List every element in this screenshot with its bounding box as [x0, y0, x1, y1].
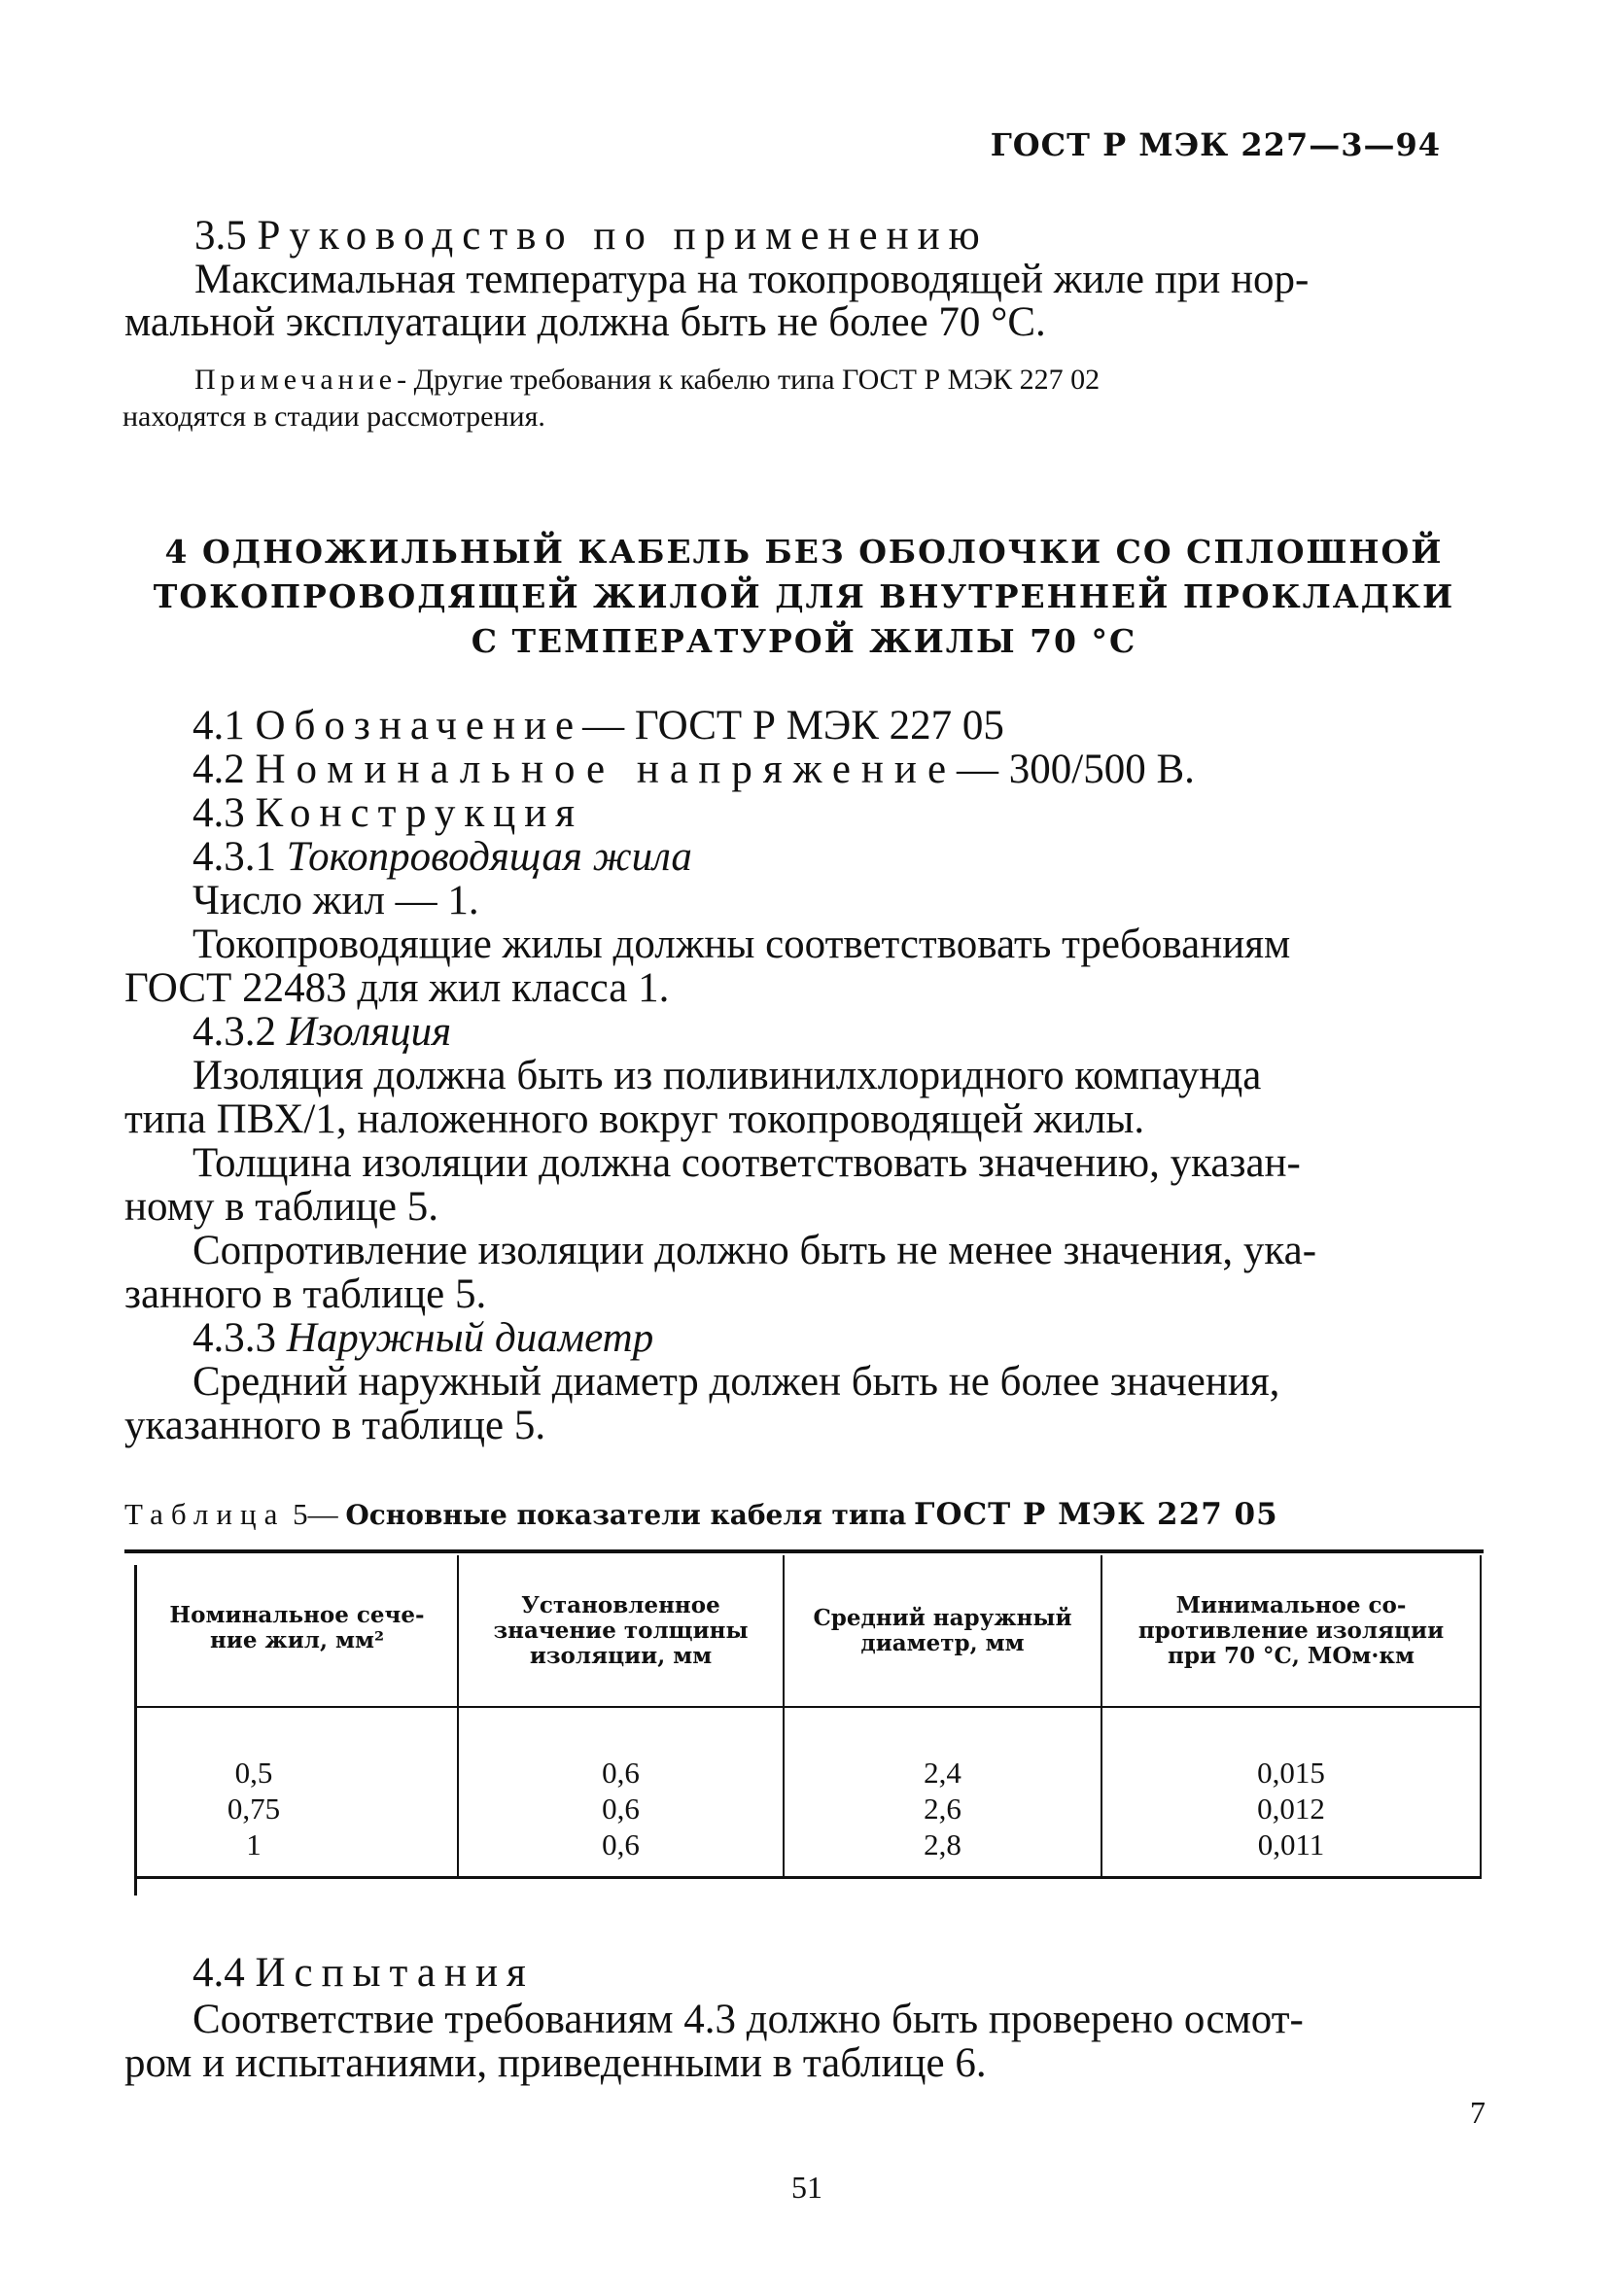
paragraph-line: ному в таблице 5.	[124, 1184, 438, 1230]
header-text: Минимальное со-	[1175, 1592, 1407, 1618]
page-number-local: 7	[1470, 2095, 1486, 2130]
table-top-border	[124, 1549, 1484, 1553]
item-4-2	[192, 746, 1195, 793]
table-column-outer-diameter	[785, 1755, 1101, 1862]
header-text: диаметр, мм	[860, 1630, 1025, 1656]
table-header-cell	[1102, 1593, 1480, 1669]
paragraph-line: Толщина изоляции должна соответствовать значению, указан-	[192, 1140, 1301, 1186]
table-cell: 0,6	[602, 1792, 640, 1826]
paragraph-line: указанного в таблице 5.	[124, 1403, 546, 1448]
table-bottom-border	[134, 1876, 1482, 1879]
item-4-3	[192, 789, 583, 837]
header-text: противление изоляции	[1137, 1618, 1445, 1644]
section-4-4-heading	[192, 1949, 535, 1997]
paragraph-line: Средний наружный диаметр должен быть не более значения,	[192, 1359, 1280, 1405]
table-cell: 0,012	[1257, 1792, 1325, 1826]
paragraph-line: Число жил — 1.	[192, 878, 479, 923]
caption-number: 5	[293, 1497, 308, 1531]
paragraph-line: мальной эксплуатации должна быть не более 70 °С.	[124, 299, 1046, 345]
table-column-cross-section	[137, 1755, 370, 1862]
item-4-3-3	[192, 1314, 653, 1362]
table-header-cell	[785, 1606, 1101, 1656]
table-cell: 2,8	[924, 1827, 961, 1861]
item-number: 4.2	[192, 747, 245, 792]
section-4-title-line: ТОКОПРОВОДЯЩЕЙ ЖИЛОЙ ДЛЯ ВНУТРЕННЕЙ ПРОКЛАДКИ	[153, 577, 1455, 615]
table-cell: 0,5	[234, 1756, 273, 1790]
header-text: ние жил, мм²	[209, 1627, 385, 1653]
item-number: 4.3.3	[192, 1315, 276, 1361]
header-separator	[134, 1706, 1482, 1708]
item-label: Конструкция	[255, 790, 584, 836]
table-cell: 2,4	[924, 1756, 961, 1790]
item-4-1	[192, 702, 1004, 749]
header-text: Средний наружный	[813, 1605, 1072, 1631]
section-number: 3.5	[194, 213, 247, 259]
paragraph-line: Токопроводящие жилы должны соответствовать требованиям	[192, 922, 1291, 967]
item-label: Токопроводящая жила	[286, 834, 692, 880]
paragraph-line: Соответствие требованиям 4.3 должно быть проверено осмот-	[192, 1997, 1304, 2042]
note-line	[194, 364, 1100, 397]
header-text: Установленное	[521, 1592, 720, 1618]
item-4-3-2	[192, 1008, 451, 1056]
section-4-title-line: 4 ОДНОЖИЛЬНЫЙ КАБЕЛЬ БЕЗ ОБОЛОЧКИ СО СПЛОШНОЙ	[164, 533, 1444, 571]
table-column-insulation-thickness	[459, 1755, 783, 1862]
section-4-title-line: С ТЕМПЕРАТУРОЙ ЖИЛЫ 70 °С	[471, 622, 1137, 660]
note-label: Примечание	[194, 364, 398, 396]
table-cell: 0,015	[1257, 1756, 1325, 1790]
table-cell: 0,6	[602, 1756, 640, 1790]
item-label: Обозначение	[255, 703, 583, 748]
header-text: значение толщины	[493, 1618, 749, 1644]
item-4-3-1	[192, 833, 692, 881]
caption-text: Основные показатели кабеля типа	[345, 1499, 907, 1531]
paragraph-line: ром и испытаниями, приведенными в таблице 6.	[124, 2040, 987, 2086]
item-label: Изоляция	[286, 1009, 452, 1055]
table-header-cell	[459, 1593, 783, 1669]
table-header-cell	[137, 1603, 457, 1653]
paragraph-line: Сопротивление изоляции должно быть не менее значения, ука-	[192, 1228, 1317, 1273]
item-value: — 300/500 В.	[957, 747, 1195, 792]
item-label: Номинальное напряжение	[255, 747, 958, 792]
paragraph-line: Максимальная температура на токопроводящей жиле при нор-	[194, 257, 1310, 302]
section-3-5-heading	[194, 212, 989, 260]
table-column-insulation-resistance	[1102, 1755, 1480, 1862]
header-text: изоляции, мм	[529, 1643, 713, 1669]
section-title: Руководство по применению	[257, 213, 989, 259]
page-number-global: 51	[791, 2170, 822, 2205]
item-value: — ГОСТ Р МЭК 227 05	[582, 703, 1004, 748]
item-label: Наружный диаметр	[286, 1315, 654, 1361]
item-number: 4.1	[192, 703, 245, 748]
paragraph-line: ГОСТ 22483 для жил класса 1.	[124, 965, 670, 1011]
caption-dash: —	[307, 1497, 338, 1531]
paragraph-line: типа ПВХ/1, наложенного вокруг токопроводящей жилы.	[124, 1096, 1145, 1142]
item-number: 4.3.2	[192, 1009, 276, 1055]
item-number: 4.3.1	[192, 834, 276, 880]
section-title: Испытания	[255, 1950, 535, 1996]
paragraph-line: занного в таблице 5.	[124, 1271, 487, 1317]
paragraph-line: Изоляция должна быть из поливинилхлоридного компаунда	[192, 1053, 1262, 1098]
table-cell: 0,6	[602, 1827, 640, 1861]
note-line: находятся в стадии рассмотрения.	[122, 400, 545, 433]
table-cell: 0,011	[1257, 1827, 1325, 1861]
header-text: при 70 °С, МОм·км	[1168, 1643, 1415, 1669]
document-code: ГОСТ Р МЭК 227—3—94	[990, 126, 1441, 163]
caption-label: Таблица	[124, 1497, 286, 1531]
caption-code: ГОСТ Р МЭК 227 05	[914, 1497, 1278, 1532]
table-cell: 2,6	[924, 1792, 961, 1826]
header-text: Номинальное сече-	[169, 1602, 425, 1628]
table-5-caption	[124, 1497, 1278, 1532]
section-number: 4.4	[192, 1950, 245, 1996]
table-right-border	[1480, 1555, 1482, 1876]
item-number: 4.3	[192, 790, 245, 836]
table-cell: 0,75	[227, 1792, 281, 1826]
table-cell: 1	[246, 1827, 262, 1861]
note-text: - Другие требования к кабелю типа ГОСТ Р МЭК 227 02	[397, 364, 1101, 396]
